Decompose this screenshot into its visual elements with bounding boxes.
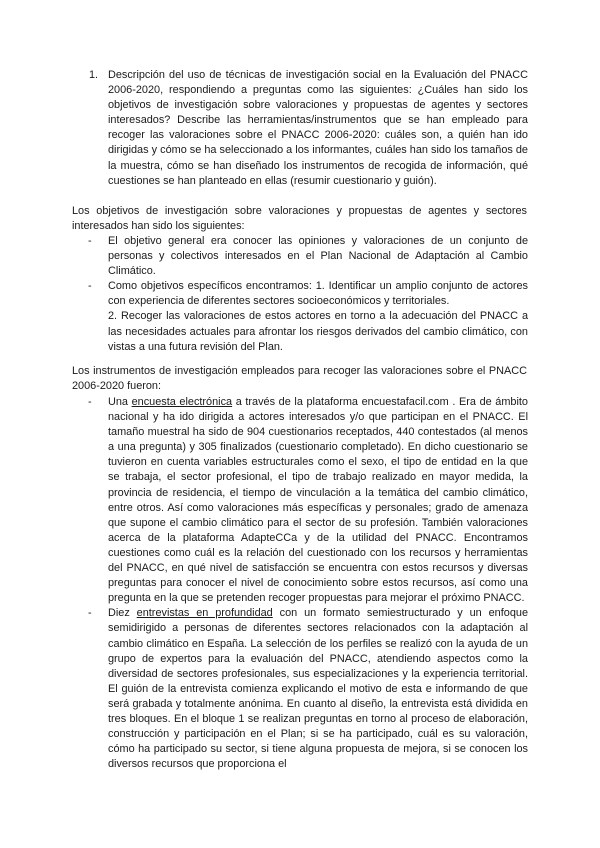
bullet-dash: - <box>88 280 92 293</box>
instruments-list <box>88 395 528 772</box>
objective-item <box>88 234 528 279</box>
objective-text: Como objetivos específicos encontramos: 1. Identificar un amplio conjunto de actores con experiencia de diferentes sectores socioeconómicos y territoriales. <box>108 280 528 308</box>
objectives-list <box>88 234 528 355</box>
objective-text: El objetivo general era conocer las opiniones y valoraciones de un conjunto de personas y colectivos interesados en el Plan Nacional de Adaptación al Cambio Climático. <box>108 235 528 278</box>
objective-item <box>88 279 528 354</box>
instrument-item-interviews <box>88 606 528 772</box>
numbered-list <box>89 68 528 189</box>
interviews-prefix: Diez <box>108 607 137 620</box>
instruments-intro: Los instrumentos de investigación empleados para recoger las valoraciones sobre el PNACC 2006-2020 fueron: <box>72 365 527 393</box>
list-number: 1. <box>89 69 99 81</box>
objectives-intro: Los objetivos de investigación sobre valoraciones y propuestas de agentes y sectores interesados han sido los siguientes: <box>72 205 527 233</box>
instrument-item-survey <box>88 395 528 606</box>
numbered-item-text: Descripción del uso de técnicas de investigación social en la Evaluación del PNACC 2006-2020, respondiendo a preguntas como las siguientes: ¿Cuáles han sido los objetivos de investigación sobre valoraciones y propuestas de agentes y sectores interesados? Describe las herramientas/instrumentos que se han empleado para recoger las valoraciones sobre el PNACC 2006-2020: cuáles son, a quién han ido dirigidas y cómo se ha seleccionado a los informantes, cuáles han sido los tamaños de la muestra, cómo se han diseñado los instrumentos de recogida de información, qué cuestiones se han planteado en ellas (resumir cuestionario y guión). <box>108 69 528 187</box>
objective-continuation: 2. Recoger las valoraciones de estos actores en torno a la adecuación del PNACC a las necesidades actuales para afrontar los riesgos derivados del cambio climático, con vistas a una futura revisión del Plan. <box>108 310 528 353</box>
interviews-title: entrevistas en profundidad <box>136 607 273 620</box>
bullet-dash: - <box>88 396 92 408</box>
bullet-dash: - <box>88 235 92 247</box>
survey-title: encuesta electrónica <box>131 396 233 408</box>
survey-prefix: Una <box>108 396 132 408</box>
interviews-text: con un formato semiestructurado y un enfoque semidirigido a personas de diferentes sectores relacionados con la adaptación al cambio climático en España. La selección de los perfiles se realizó con la ayuda de un grupo de expertos para la evaluación del PNACC, atendiendo aspectos como la diversidad de sectores profesionales, sus especializaciones y la experiencia territorial. El guión de la entrevista comienza explicando el motivo de esta e informando de que será grabada y totalmente anónima. En cuanto al diseño, la entrevista está dividida en tres bloques. En el bloque 1 se realizan preguntas en torno al proceso de elaboración, construcción y participación en el Plan; si se ha participado, cuál es su valoración, cómo ha participado su sector, si tiene alguna propuesta de mejora, si se conocen los diversos recursos que proporciona el <box>108 607 528 771</box>
survey-text: a través de la plataforma encuestafacil.com . Era de ámbito nacional y ha ido dirigida a actores interesados y/o que participan en el PNACC. El tamaño muestral ha sido de 904 cuestionarios receptados, 440 contestados (al menos a una pregunta) y 305 finalizados (cuestionario completado). En dicho cuestionario se tuvieron en cuenta variables estructurales como el sexo, el tipo de entidad en la que se trabaja, el sector profesional, el tipo de trabajo realizado en mayor medida, la provincia de residencia, el tiempo de vinculación a la temática del cambio climático, entre otros. Así como valoraciones más específicas y personales; grado de amenaza que supone el cambio climático para el sector de su profesión. También valoraciones acerca de la plataforma AdapteCCa y de la utilidad del PNACC. Encontramos cuestiones como cuál es la relación del cuestionado con los recursos y herramientas del PNACC, en qué nivel de satisfacción se encuentra con estos recursos y diversas preguntas para conocer el nivel de conocimiento sobre estos recursos, así como una pregunta en la que se pretenden recoger propuestas para mejorar el próximo PNACC. <box>108 396 528 605</box>
numbered-list-item <box>89 68 528 189</box>
bullet-dash: - <box>88 607 92 620</box>
